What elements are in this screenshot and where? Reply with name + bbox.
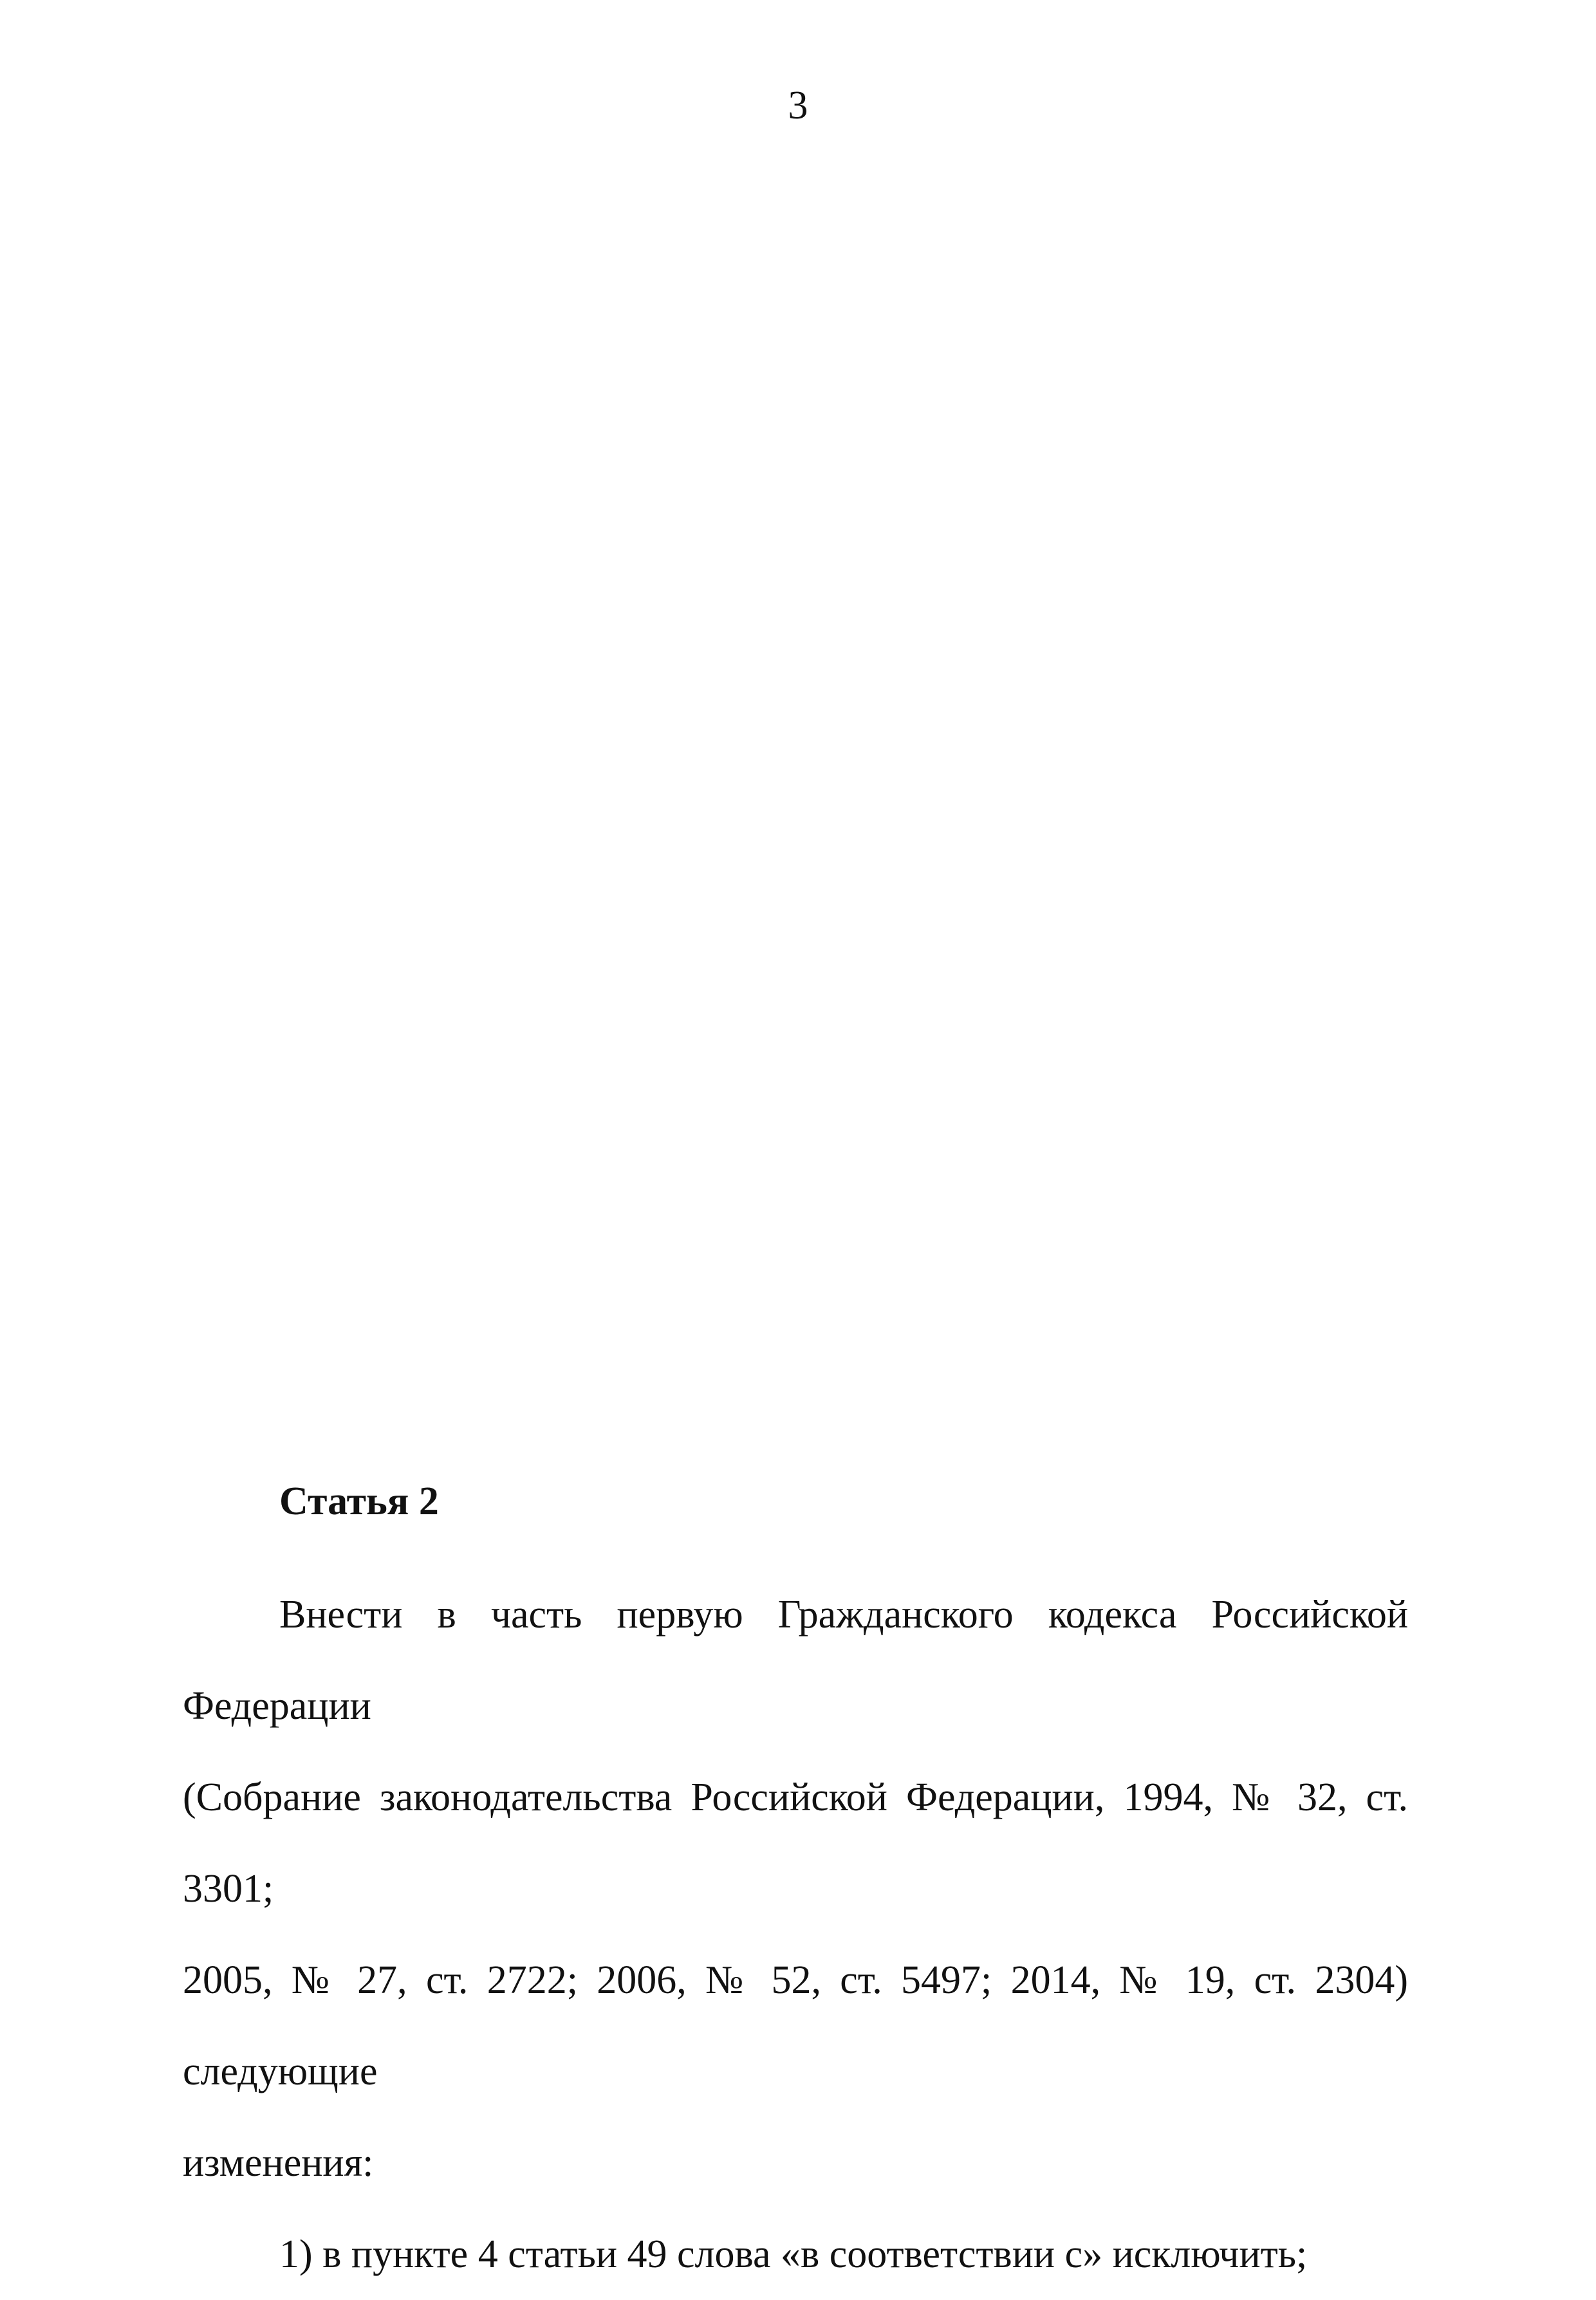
page-number: 3 (788, 84, 808, 127)
paragraph-line: изменения: (183, 2141, 374, 2185)
article-heading: Статья 2 (279, 1479, 439, 1523)
paragraph-line: Внести в часть первую Гражданского кодекса Российской Федерации (183, 1593, 1408, 1728)
article-body (183, 1479, 1408, 2300)
list-item: 1) в пункте 4 статьи 49 слова «в соответствии с» исключить; (279, 2232, 1308, 2276)
paragraph-line: 2005, № 27, ст. 2722; 2006, № 52, ст. 5497; 2014, № 19, ст. 2304) следующие (183, 1958, 1408, 2093)
paragraph-line: (Собрание законодательства Российской Федерации, 1994, № 32, ст. 3301; (183, 1776, 1408, 1911)
article-intro-paragraph (183, 1569, 1408, 2209)
